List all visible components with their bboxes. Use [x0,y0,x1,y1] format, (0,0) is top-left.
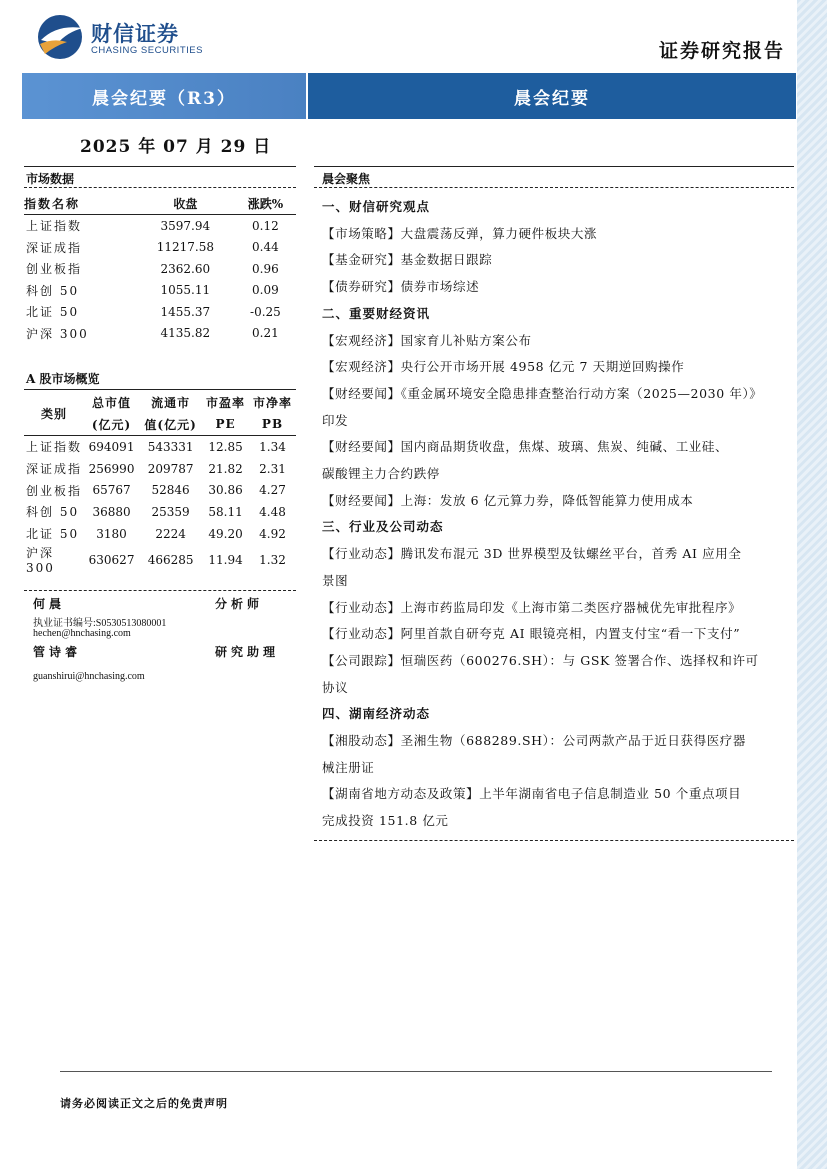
table-cell: 1055.11 [160,283,211,298]
table-cell: 52846 [151,483,190,498]
column-header: PE [215,417,236,431]
column-header: (亿元) [91,417,132,432]
table-cell: 创业板指 [26,262,83,277]
column-header: 值(亿元) [144,417,197,432]
table-cell: 466285 [147,552,194,567]
table-row [24,215,296,237]
logo-chinese-name: 财信证券 [91,22,179,46]
focus-heading: 二、重要财经资讯 [322,305,431,321]
focus-item[interactable]: 印发 [322,412,349,428]
table-cell: 0.09 [252,283,279,298]
table-cell: 3180 [96,526,127,541]
table-row [24,544,296,575]
column-header: 涨跌% [247,197,284,211]
table-cell: 北证 50 [26,305,80,320]
table-cell: 1455.37 [160,304,211,319]
column-header: PB [261,417,284,431]
logo-emblem-icon [37,14,87,60]
table-cell: 694091 [88,439,135,454]
focus-item[interactable]: 【财经要闻】上海：发放 6 亿元算力券，降低智能算力使用成本 [322,492,694,508]
focus-list [322,194,790,835]
table-cell: 543331 [147,439,194,454]
focus-item[interactable]: 【行业动态】腾讯发布混元 3D 世界模型及钛螺丝平台，首秀 AI 应用全 [322,546,742,562]
focus-item[interactable]: 【公司跟踪】恒瑞医药（600276.SH）：与 GSK 签署合作、选择权和许可 [322,652,759,668]
report-date: 2025 年 07 月 29 日 [80,137,272,157]
table-cell: 上证指数 [26,219,83,234]
focus-item[interactable]: 【行业动态】上海市药监局印发《上海市第二类医疗器械优先审批程序》 [322,599,742,615]
focus-item[interactable]: 完成投资 151.8 亿元 [322,813,449,829]
market-section-title: 市场数据 [26,172,75,186]
banner-left: 晨会纪要（R3） [22,73,306,119]
focus-item[interactable]: 【基金研究】基金数据日跟踪 [322,252,493,268]
focus-item[interactable]: 械注册证 [322,759,375,775]
table-cell: 科创 50 [26,505,80,520]
table-row [24,458,296,480]
focus-item[interactable]: 【财经要闻】国内商品期货收盘，焦煤、玻璃、焦炭、纯碱、工业硅、 [322,439,729,455]
rule-analyst-top [24,590,296,591]
table-cell: 1.34 [259,439,286,454]
table-cell: 49.20 [208,526,243,541]
footer-rule [60,1071,772,1072]
table-cell: 11217.58 [156,240,214,255]
focus-heading: 四、湖南经济动态 [322,706,431,722]
table-cell: 2362.60 [160,261,211,276]
table-cell: 上证指数 [26,440,83,455]
analyst-1-name: 何晨 [33,597,66,611]
company-logo [37,14,203,60]
table-cell: 0.96 [252,261,279,276]
focus-item[interactable]: 【债券研究】债券市场综述 [322,279,480,295]
table-row [24,501,296,523]
table-row [24,523,296,545]
focus-item[interactable]: 【宏观经济】央行公开市场开展 4958 亿元 7 天期逆回购操作 [322,359,685,375]
rule-focus-top [314,166,794,167]
analyst-1-role: 分析师 [215,597,264,611]
rule-market-dash [24,187,296,188]
logo-english-name: CHASING SECURITIES [91,45,203,56]
focus-item[interactable]: 【宏观经济】国家育儿补贴方案公布 [322,332,532,348]
table-cell: 12.85 [208,439,243,454]
focus-heading: 三、行业及公司动态 [322,519,444,535]
table-cell: 630627 [88,552,135,567]
table-cell: 4.48 [259,504,286,519]
column-header: 市净率 [253,395,293,410]
table-cell: 沪深 300 [26,546,55,576]
table-cell: 36880 [92,504,131,519]
table-cell: 1.32 [259,552,286,567]
footer-disclaimer: 请务必阅读正文之后的免责声明 [60,1097,228,1110]
rule-overview-top [24,389,296,390]
table-cell: 25359 [151,504,190,519]
table-cell: 深证成指 [26,240,83,255]
focus-section-title: 晨会聚焦 [322,172,371,186]
table-cell: 4.92 [259,526,286,541]
table-cell: 3597.94 [160,218,211,233]
table-cell: 沪深 300 [26,326,89,341]
table-cell: 21.82 [208,461,243,476]
table-row [24,479,296,501]
focus-item[interactable]: 协议 [322,679,349,695]
table-cell: 65767 [92,483,131,498]
focus-item[interactable]: 【湖南省地方动态及政策】上半年湖南省电子信息制造业 50 个重点项目 [322,786,742,802]
table-row [24,323,296,345]
analyst-2-name: 管诗睿 [33,645,82,659]
table-cell: 4135.82 [160,326,211,341]
table-cell: 256990 [88,461,135,476]
table-row [24,237,296,259]
table-cell: 0.12 [252,218,279,233]
table-cell: 58.11 [208,504,243,519]
analyst-1-email[interactable]: hechen@hnchasing.com [33,628,131,639]
market-data-table [24,193,296,344]
table-cell: 209787 [147,461,194,476]
table-header-row [24,391,296,413]
table-cell: 创业板指 [26,483,83,498]
focus-item[interactable]: 【财经要闻】《重金属环境安全隐患排查整治行动方案（2025—2030 年）》 [322,385,763,401]
banner-right: 晨会纪要 [308,73,796,119]
focus-item[interactable]: 碳酸锂主力合约跌停 [322,466,440,482]
table-cell: 0.44 [252,240,279,255]
column-header: 总市值 [92,395,132,410]
table-header-row [24,193,296,215]
table-cell: 11.94 [208,552,243,567]
table-cell: 深证成指 [26,462,83,477]
analyst-2-email[interactable]: guanshirui@hnchasing.com [33,671,145,682]
analyst-2-role: 研究助理 [215,645,280,659]
table-cell: 北证 50 [26,527,80,542]
report-type-label: 证券研究报告 [658,40,785,62]
table-cell: 30.86 [208,483,243,498]
overview-table [24,391,296,575]
focus-item[interactable]: 【行业动态】阿里首款自研夸克 AI 眼镜亮相，内置支付宝“看一下支付” [322,626,741,642]
table-cell: -0.25 [250,304,281,319]
table-cell: 2224 [155,526,186,541]
table-cell: 4.27 [259,483,286,498]
table-row [24,258,296,280]
rule-focus-bottom [314,840,794,841]
column-header: 收盘 [173,197,198,211]
side-decoration-strip [797,0,827,1169]
rule-focus-dash [314,187,794,188]
analyst-1-cert: 执业证书编号:S0530513080001 [33,618,167,629]
focus-item[interactable]: 【湘股动态】圣湘生物（688289.SH）：公司两款产品于近日获得医疗器 [322,733,747,749]
rule-market-top [24,166,296,167]
table-cell: 0.21 [252,326,279,341]
table-row [24,301,296,323]
column-header: 流通市 [151,395,191,410]
table-cell: 2.31 [259,461,286,476]
column-header: 市盈率 [206,395,246,410]
table-row [24,436,296,458]
focus-heading: 一、财信研究观点 [322,199,431,214]
focus-item[interactable]: 景图 [322,572,349,588]
focus-item[interactable]: 【市场策略】大盘震荡反弹，算力硬件板块大涨 [322,225,598,241]
column-header: 指数名称 [24,197,81,211]
table-cell: 科创 50 [26,283,80,298]
column-header: 类别 [40,406,67,421]
overview-section-title: A 股市场概览 [26,372,100,386]
table-row [24,280,296,302]
